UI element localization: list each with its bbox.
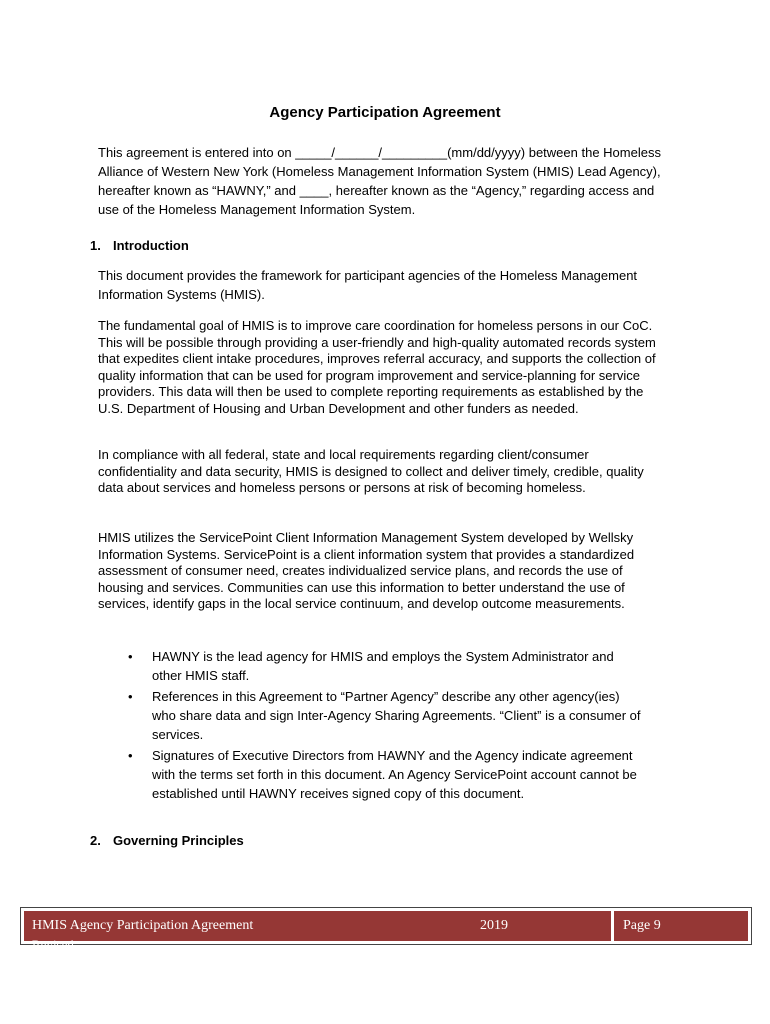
footer-title-cell: [24, 911, 611, 952]
page-footer: [20, 907, 752, 952]
footer-page-cell: [614, 911, 748, 941]
compliance-paragraph: In compliance with all federal, state and local requirements regarding client/consumer confidentiality and data security, HMIS is designed to collect and deliver timely, credible, quality data about services and homeless persons or persons at risk of becoming homeless.: [98, 447, 644, 495]
section-heading-introduction: [90, 238, 189, 253]
section-title: Introduction: [113, 238, 189, 253]
section-heading-governing-principles: [90, 833, 244, 848]
intro-body-paragraph: This document provides the framework for participant agencies of the Homeless Management Information Systems (HMIS).: [98, 268, 638, 302]
section-number: 1.: [90, 238, 101, 253]
section-title: Governing Principles: [113, 833, 244, 848]
bullet-icon: •: [128, 689, 133, 704]
goal-paragraph: The fundamental goal of HMIS is to improve care coordination for homeless persons in our CoC. This will be possible through providing a user-friendly and high-quality automated records system that expedites client intake procedures, improves referral accuracy, and supports the collection of quality information that can be used for program improvement and service-planning for service providers. This data will then be used to complete reporting requirements as established by the U.S. Department of Housing and Urban Development and other funders as needed.: [98, 318, 656, 416]
definitions-list: [126, 647, 646, 805]
footer-year: 2019: [480, 918, 508, 933]
list-item: • References in this Agreement to “Partner Agency” describe any other agency(ies) who share data and sign Inter-Agency Sharing Agreements. “Client” is a consumer of services.: [128, 689, 641, 742]
list-item: • Signatures of Executive Directors from HAWNY and the Agency indicate agreement with the terms set forth in this document. An Agency ServicePoint account cannot be established until HAWNY receives signed copy of this document.: [128, 748, 637, 801]
bullet-icon: •: [128, 649, 133, 664]
section-number: 2.: [90, 833, 101, 848]
footer-label: HMIS Agency Participation Agreement: [32, 918, 254, 933]
footer-revised-label: Revised: [32, 937, 74, 952]
list-item: • HAWNY is the lead agency for HMIS and employs the System Administrator and other HMIS staff.: [128, 649, 614, 683]
bullet-icon: •: [128, 748, 133, 763]
document-title: Agency Participation Agreement: [269, 104, 501, 121]
page-number: Page 9: [623, 918, 661, 933]
servicepoint-paragraph: HMIS utilizes the ServicePoint Client Information Management System developed by Wellsky Information Systems. ServicePoint is a client information system that provides a standardized assessment of consumer need, creates individualized service plans, and records the use of housing and services. Communities can use this information to better understand the use of services, identify gaps in the local service continuum, and develop outcome measurements.: [98, 530, 635, 611]
intro-paragraph: This agreement is entered into on _____/______/_________(mm/dd/yyyy) between the Homeless Alliance of Western New York (Homeless Management Information System (HMIS) Lead Agency), hereafter known as “HAWNY,” and ____, hereafter known as the “Agency,” regarding access and use of the Homeless Management Information System.: [98, 145, 661, 217]
